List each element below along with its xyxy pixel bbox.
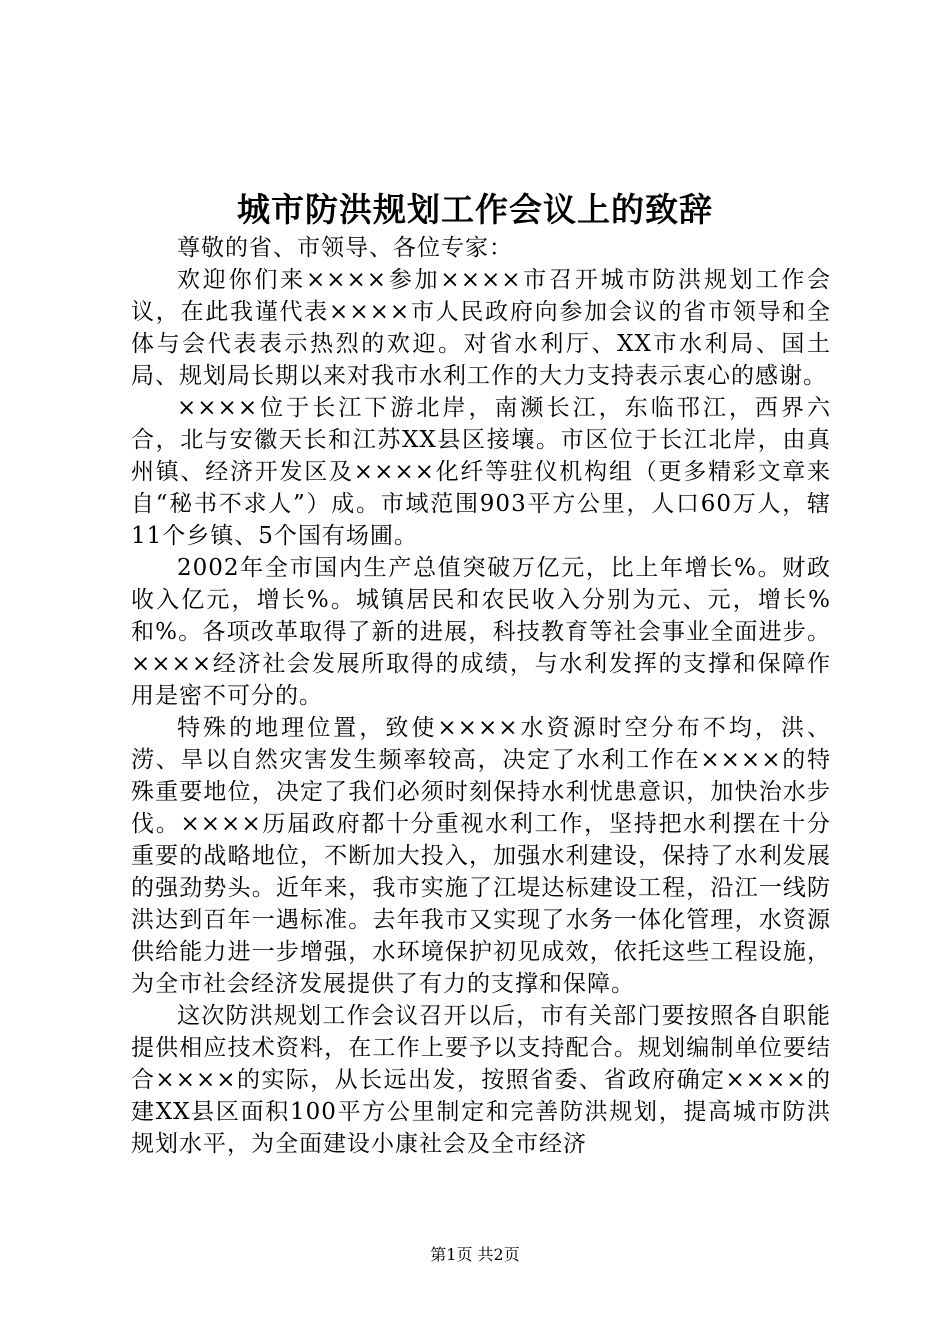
salutation: 尊敬的省、市领导、各位专家： — [177, 235, 513, 261]
paragraph-1: 欢迎你们来××××参加××××市召开城市防洪规划工作会议，在此我谨代表××××市人民政府向参加会议的省市领导和全体与会代表表示热烈的欢迎。对省水利厅、XX市水利局、国土局、规划局长期以来对我市水利工作的大力支持表示衷心的感谢。 — [131, 267, 831, 389]
paragraph-3: 2002年全市国内生产总值突破万亿元，比上年增长%。财政收入亿元，增长%。城镇居民和农民收入分别为元、元，增长%和%。各项改革取得了新的进展，科技教育等社会事业全面进步。××××经济社会发展所取得的成绩，与水利发挥的支撑和保障作用是密不可分的。 — [131, 555, 831, 709]
paragraph-5: 这次防洪规划工作会议召开以后，市有关部门要按照各自职能提供相应技术资料，在工作上要予以支持配合。规划编制单位要结合××××的实际，从长远出发，按照省委、省政府确定××××的建XX县区面积100平方公里制定和完善防洪规划，提高城市防洪规划水平，为全面建设小康社会及全市经济 — [131, 1003, 831, 1157]
document-title: 城市防洪规划工作会议上的致辞 — [237, 190, 713, 229]
page-footer: 第1页 共2页 — [430, 1245, 520, 1264]
document-body — [131, 232, 831, 1160]
paragraph-2: ××××位于长江下游北岸，南濒长江，东临邗江，西界六合，北与安徽天长和江苏XX县区接壤。市区位于长江北岸，由真州镇、经济开发区及××××化纤等驻仪机构组（更多精彩文章来自“秘书不求人”）成。市域范围903平方公里，人口60万人，辖11个乡镇、5个国有场圃。 — [131, 395, 831, 549]
paragraph-4: 特殊的地理位置，致使××××水资源时空分布不均，洪、涝、旱以自然灾害发生频率较高，决定了水利工作在××××的特殊重要地位，决定了我们必须时刻保持水利忧患意识，加快治水步伐。××××历届政府都十分重视水利工作，坚持把水利摆在十分重要的战略地位，不断加大投入，加强水利建设，保持了水利发展的强劲势头。近年来，我市实施了江堤达标建设工程，沿江一线防洪达到百年一遇标准。去年我市又实现了水务一体化管理，水资源供给能力进一步增强，水环境保护初见成效，依托这些工程设施，为全市社会经济发展提供了有力的支撑和保障。 — [131, 715, 831, 997]
